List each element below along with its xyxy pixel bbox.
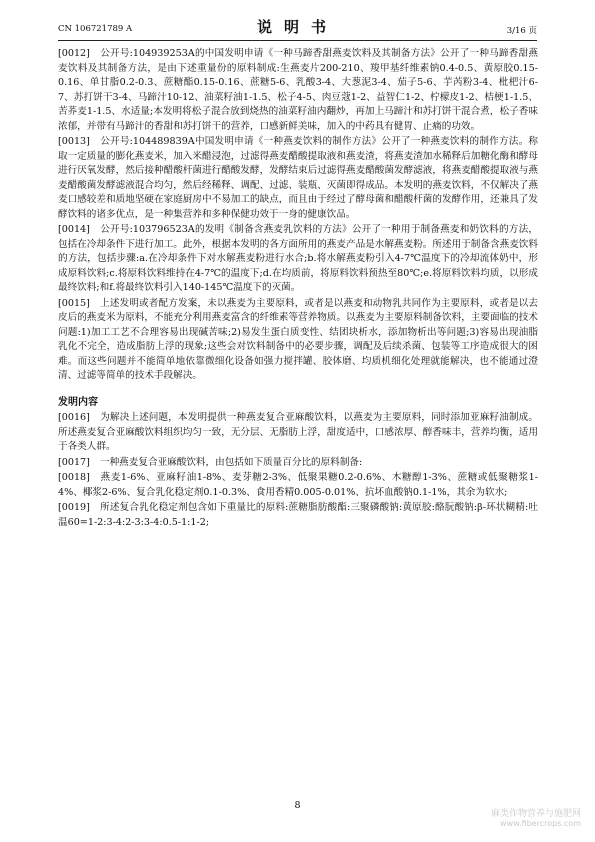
page-title: 说明书 [256,18,338,36]
page-header [58,14,537,40]
paragraph-text: 所述复合乳化稳定剂包含如下重量比的原料:蔗糖脂肪酸酯:三聚磷酸钠:黄原胶:酪朊酸钠:β-环状糊精:吐温60=1-2:3-4:2-3:3-4:0.5-1:1-2; [58,502,538,528]
paragraph-0014 [58,223,538,296]
paragraph-number: [0019] [58,502,90,513]
paragraph-0015 [58,297,538,384]
watermark [491,806,581,828]
paragraph-number: [0016] [58,412,90,423]
section-title: 发明内容 [58,396,98,408]
paragraph-text: 为解决上述问题，本发明提供一种燕麦复合亚麻酸饮料，以燕麦为主要原料，同时添加亚麻籽油制成。所述燕麦复合亚麻酸饮料组织均匀一致，无分层、无脂肪上浮，甜度适中，口感浓厚、醇香味丰，营养均衡，适用于各类人群。 [58,412,538,452]
paragraph-0019 [58,501,538,530]
paragraph-text: 公开号:103796523A的发明《制备含燕麦乳饮料的方法》公开了一种用于制备燕麦和奶饮料的方法，包括在冷却条件下进行加工。此外，根据本发明的各方面所用的燕麦产品是水解燕麦粉。所述用于制备含燕麦饮料的方法，包括步骤:a.在冷却条件下对水解燕麦粉进行水合;b.将水解燕麦粉引入4-7℃温度下的冷却流体奶中，形成原料饮料;c.将原料饮料维持在4-7℃的温度下;d.在均质前，将原料饮料预热至80℃;e.将原料饮料均质，以形成最终饮料;和f.将最终饮料引入140-145℃温度下的灭菌。 [58,224,538,293]
paragraph-0018 [58,471,538,500]
paragraph-text: 公开号:104939253A的中国发明申请《一种马蹄香甜燕麦饮料及其制备方法》公开了一种马蹄香甜燕麦饮料及其制备方法，是由下述重量份的原料制成:生燕麦片200-210、羧甲基纤维素钠0.4-0.5、黄原胶0.15-0.16、单甘脂0.2-0.3、蔗糖酯0.15-0.16、蔗糖5-6、乳酸3-4、大葱泥3-4、茄子5-6、芋芮粉3-4、枇杷汁6-7、苏打饼干3-4、马蹄汁10-12、油菜籽油1-1.5、松子4-5、肉豆蔻1-2、益智仁1-2、柠檬皮1-2、桔梗1-1.5、苦荞麦1-1.5、水适量;本发明将松子混合放到烧热的油菜籽油内翻炒，再加上马蹄汁和苏打饼干混合煮，松子香味浓郁，并带有马蹄汁的香甜和苏打饼干的营养，口感新鲜美味，加入的中药具有健胃、止痛的功效。 [58,48,538,132]
header-rule [58,40,537,41]
paragraph-text: 一种燕麦复合亚麻酸饮料，由包括如下质量百分比的原料制备: [100,456,363,468]
paragraph-0013 [58,135,538,222]
document-body [58,47,538,531]
paragraph-number: [0013] [58,136,90,147]
paragraph-number: [0018] [58,472,90,483]
paragraph-0012 [58,47,538,134]
page-indicator: 3/16 页 [506,26,537,36]
paragraph-text: 公开号:104489839A中国发明申请《一种燕麦饮料的制作方法》公开了一种燕麦饮料的制作方法。称取一定质量的膨化燕麦米，加入米醋浸泡，过滤得燕麦醋酸提取液和燕麦渣，将燕麦渣加水稀释后加糖化酶和酵母进行厌氧发酵，然后接种醋酸杆菌进行醋酸发酵，发酵结束后过滤得燕麦醋酸菌发酵滤液，将燕麦醋酸提取液与燕麦醋酸菌发酵滤液混合均匀，然后经稀释、调配、过滤、装瓶、灭菌即得成品。本发明的燕麦饮料，不仅解决了燕麦口感较差和质地坚硬在家庭厨房中不易加工的缺点，而且由于经过了酵母菌和醋酸杆菌的发酵作用，还兼具了发酵饮料的诸多优点，是一种集营养和多种保健功效于一身的健康饮品。 [58,136,538,220]
paragraph-number: [0012] [58,48,90,59]
page-number: 8 [294,800,301,811]
paragraph-text: 燕麦1-6%、亚麻籽油1-8%、麦芽糖2-3%、低聚果糖0.2-0.6%、木糖醇1-3%、蔗糖或低聚糖浆1-4%、椰浆2-6%、复合乳化稳定剂0.1-0.3%、食用香精0.005-0.01%、抗坏血酸钠0.1-1%，其余为软水; [58,472,538,498]
watermark-url: www.fibercrops.com [500,819,581,828]
paragraph-0017 [58,456,538,471]
patent-number: CN 106721789 A [58,24,133,34]
paragraph-number: [0015] [58,297,90,309]
paragraph-number: [0014] [58,224,90,235]
paragraph-number: [0017] [58,456,90,468]
paragraph-text: 上述发明或者配方发案，未以燕麦为主要原料，或者是以燕麦和动物乳共同作为主要原料，或者是以去皮后的燕麦米为原料，不能充分利用燕麦富含的纤维素等营养物质。以燕麦为主要原料制备饮料，主要面临的技术问题:1)加工工艺不合理容易出现碱苦味;2)易发生蛋白质变性、结团块析水，添加物析出等问题;3)容易出现油脂乳化不完全，造成脂肪上浮的现象;这些会对饮料制备中的必要步骤，调配及后续杀菌、包装等工序造成很大的困难。而这些问题并不能简单地依靠微细化设备如强力搅拌罐、胶体磨、均质机细化处理就能解决，也不能通过澄清、过滤等简单的技术手段解决。 [58,297,538,381]
paragraph-0016 [58,411,538,455]
watermark-text: 麻类作物营养与施肥网 [490,809,581,819]
